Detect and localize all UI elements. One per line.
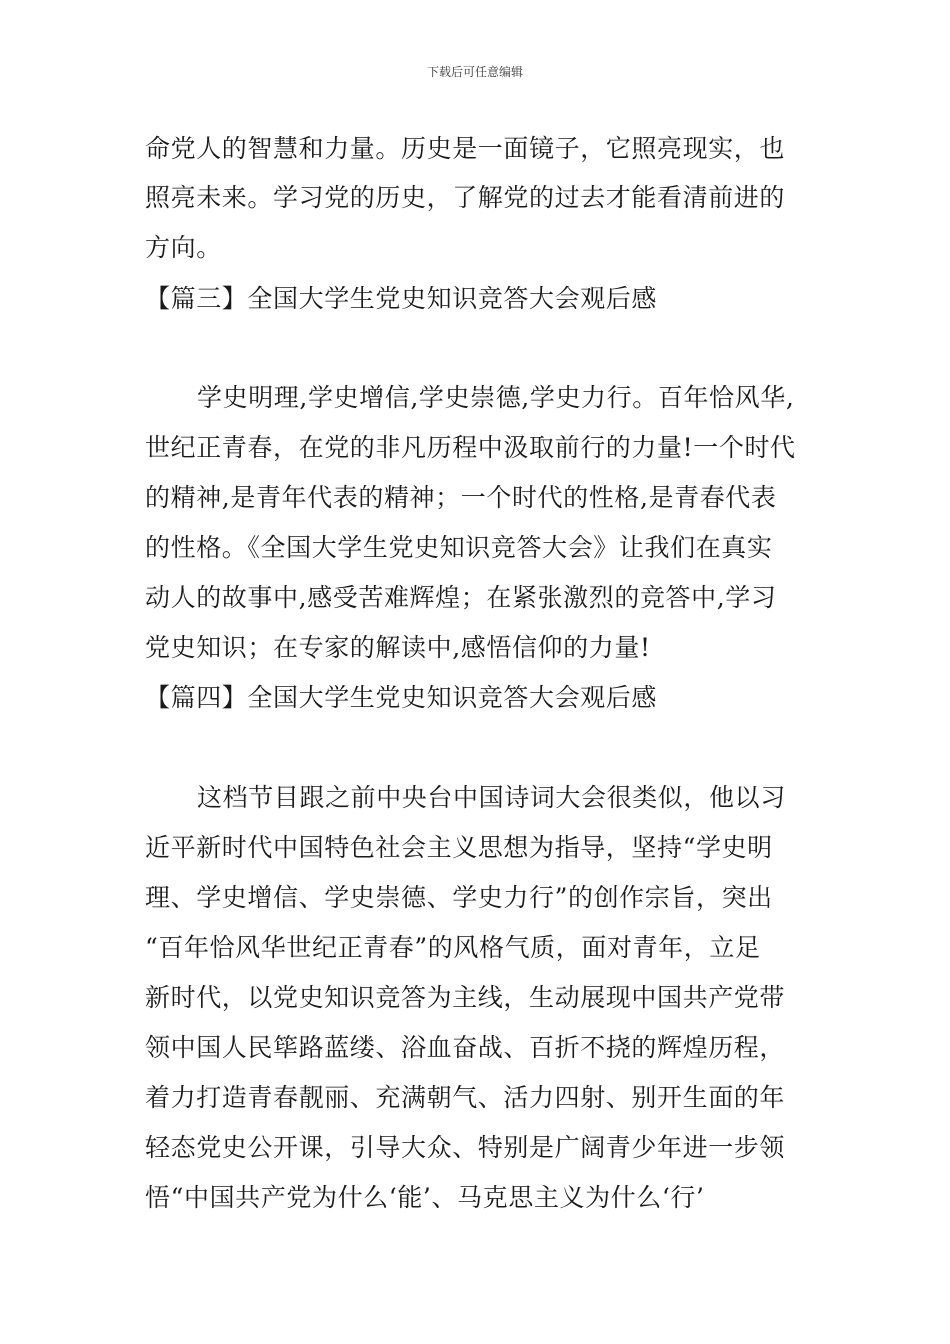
body-line: 命党人的智慧和力量。历史是一面镜子，它照亮现实，也 — [145, 134, 786, 163]
body-line: 领中国人民筚路蓝缕、浴血奋战、百折不挠的辉煌历程， — [145, 1033, 786, 1062]
paragraph-first-line: 学史明理,学史增信,学史崇德,学史力行。百年恰风华, — [197, 383, 795, 412]
body-line: 近平新时代中国特色社会主义思想为指导，坚持“学史明 — [145, 833, 773, 862]
body-line: 世纪正青春，在党的非凡历程中汲取前行的力量!一个时代 — [145, 433, 796, 462]
body-line: 方向。 — [145, 233, 222, 262]
body-line: 轻态党史公开课，引导大众、特别是广阔青少年进一步领 — [145, 1133, 786, 1162]
section-heading-3: 【篇三】全国大学生党史知识竞答大会观后感 — [145, 284, 658, 313]
paragraph-first-line: 这档节目跟之前中央台中国诗词大会很类似，他以习 — [197, 783, 786, 812]
body-line: “百年恰风华世纪正青春”的风格气质，面对青年，立足 — [145, 933, 761, 962]
section-heading-4: 【篇四】全国大学生党史知识竞答大会观后感 — [145, 683, 658, 712]
body-line: 着力打造青春靓丽、充满朝气、活力四射、别开生面的年 — [145, 1083, 786, 1112]
body-line: 理、学史增信、学史崇德、学史力行”的创作宗旨，突出 — [145, 883, 773, 912]
body-line: 新时代，以党史知识竞答为主线，生动展现中国共产党带 — [145, 983, 786, 1012]
body-line: 动人的故事中,感受苦难辉煌；在紧张激烈的竞答中,学习 — [145, 583, 777, 612]
page-header: 下载后可任意编辑 — [426, 65, 523, 79]
body-line: 党史知识；在专家的解读中,感悟信仰的力量! — [145, 633, 651, 662]
body-line: 悟“中国共产党为什么‘能’、马克思主义为什么‘行’ — [145, 1183, 705, 1212]
body-line: 的精神,是青年代表的精神；一个时代的性格,是青春代表 — [145, 483, 777, 512]
body-line: 照亮未来。学习党的历史，了解党的过去才能看清前进的 — [145, 183, 786, 212]
body-line: 的性格。《全国大学生党史知识竞答大会》让我们在真实 — [145, 533, 773, 562]
